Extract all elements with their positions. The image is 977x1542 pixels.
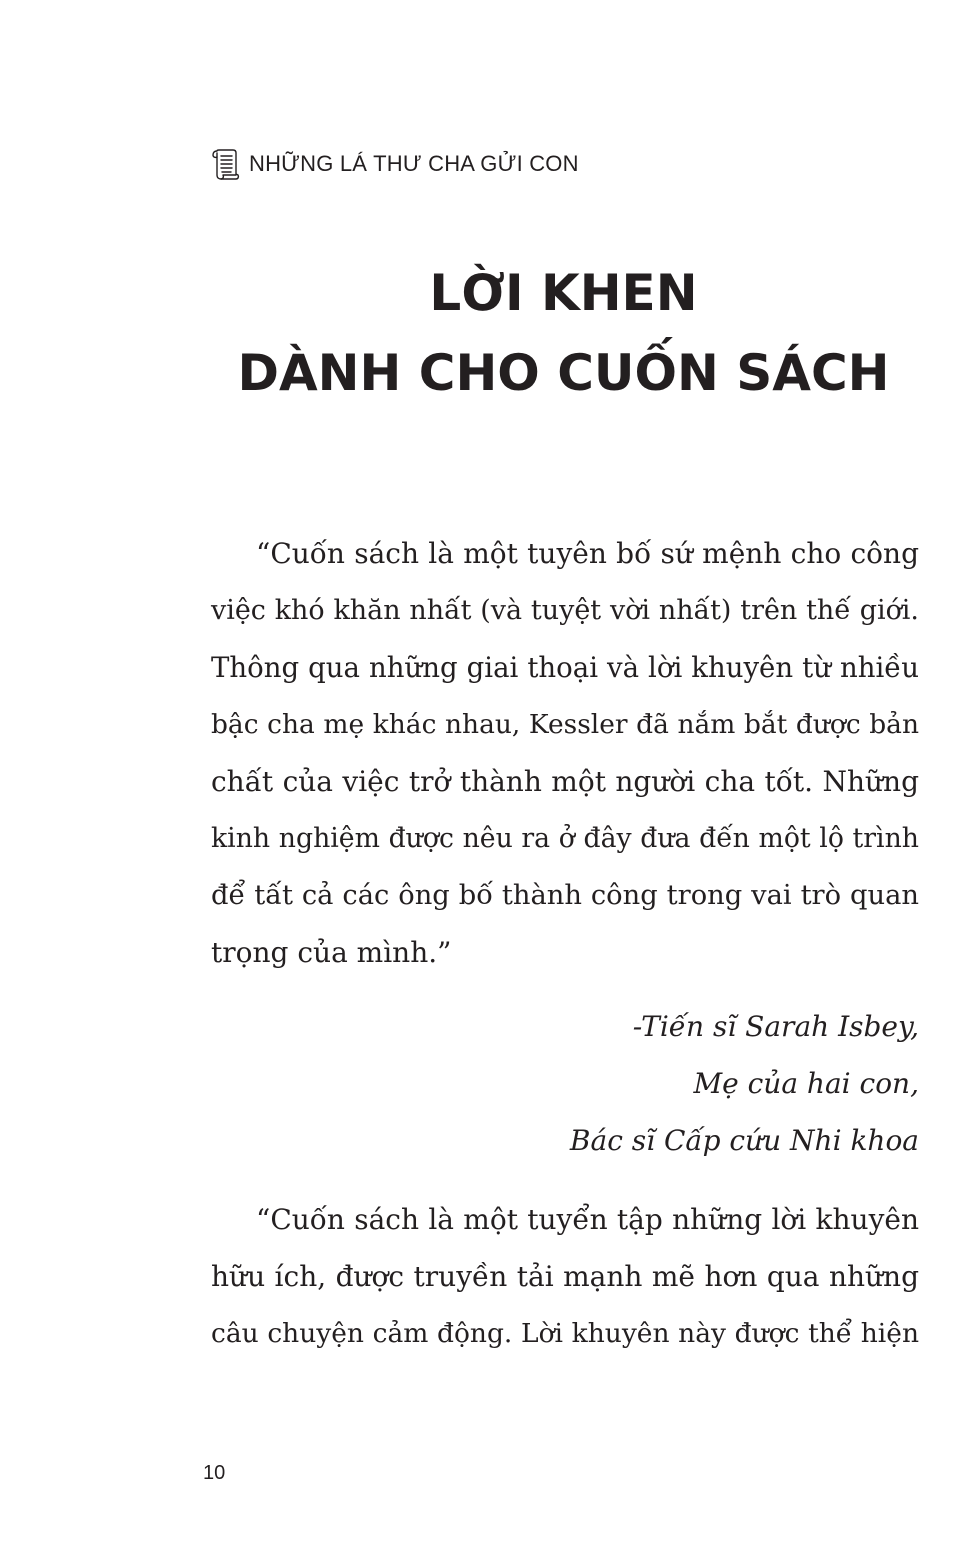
- quote-1-line: Thông qua những giai thoại và lời khuyên từ nhiều: [211, 651, 919, 684]
- quote-1-line: trọng của mình.”: [211, 936, 452, 969]
- quote-1-line: bậc cha mẹ khác nhau, Kessler đã nắm bắt được bản: [211, 709, 919, 740]
- quote-1-line: để tất cả các ông bố thành công trong vai trò quan: [211, 880, 919, 911]
- chapter-title-line-2: DÀNH CHO CUỐN SÁCH: [237, 344, 890, 402]
- attribution-name: -Tiến sĩ Sarah Isbey,: [632, 1010, 919, 1043]
- testimonial-quote-2: [211, 1191, 919, 1362]
- quote-2-line: hữu ích, được truyền tải mạnh mẽ hơn qua những: [211, 1260, 919, 1293]
- quote-1-line: việc khó khăn nhất (và tuyệt vời nhất) trên thế giới.: [211, 595, 919, 626]
- testimonial-quote-1: [211, 525, 919, 981]
- attribution-role: Mẹ của hai con,: [693, 1067, 919, 1100]
- quote-1-line: kinh nghiệm được nêu ra ở đây đưa đến một lộ trình: [211, 823, 919, 854]
- quote-2-line: câu chuyện cảm động. Lời khuyên này được thể hiện: [211, 1318, 919, 1349]
- attribution-profession: Bác sĩ Cấp cứu Nhi khoa: [569, 1124, 919, 1157]
- chapter-title: [150, 253, 977, 413]
- running-header-text: NHỮNG LÁ THƯ CHA GỬI CON: [249, 151, 579, 176]
- testimonial-attribution-1: [570, 998, 919, 1169]
- chapter-title-line-1: LỜI KHEN: [429, 264, 698, 322]
- quote-2-line: “Cuốn sách là một tuyển tập những lời khuyên: [256, 1203, 919, 1236]
- scroll-icon: [210, 147, 240, 181]
- running-header: [210, 146, 579, 182]
- quote-1-line: chất của việc trở thành một người cha tốt. Những: [211, 765, 919, 798]
- quote-1-line: “Cuốn sách là một tuyên bố sứ mệnh cho công: [256, 537, 919, 570]
- page-number: 10: [203, 1462, 226, 1484]
